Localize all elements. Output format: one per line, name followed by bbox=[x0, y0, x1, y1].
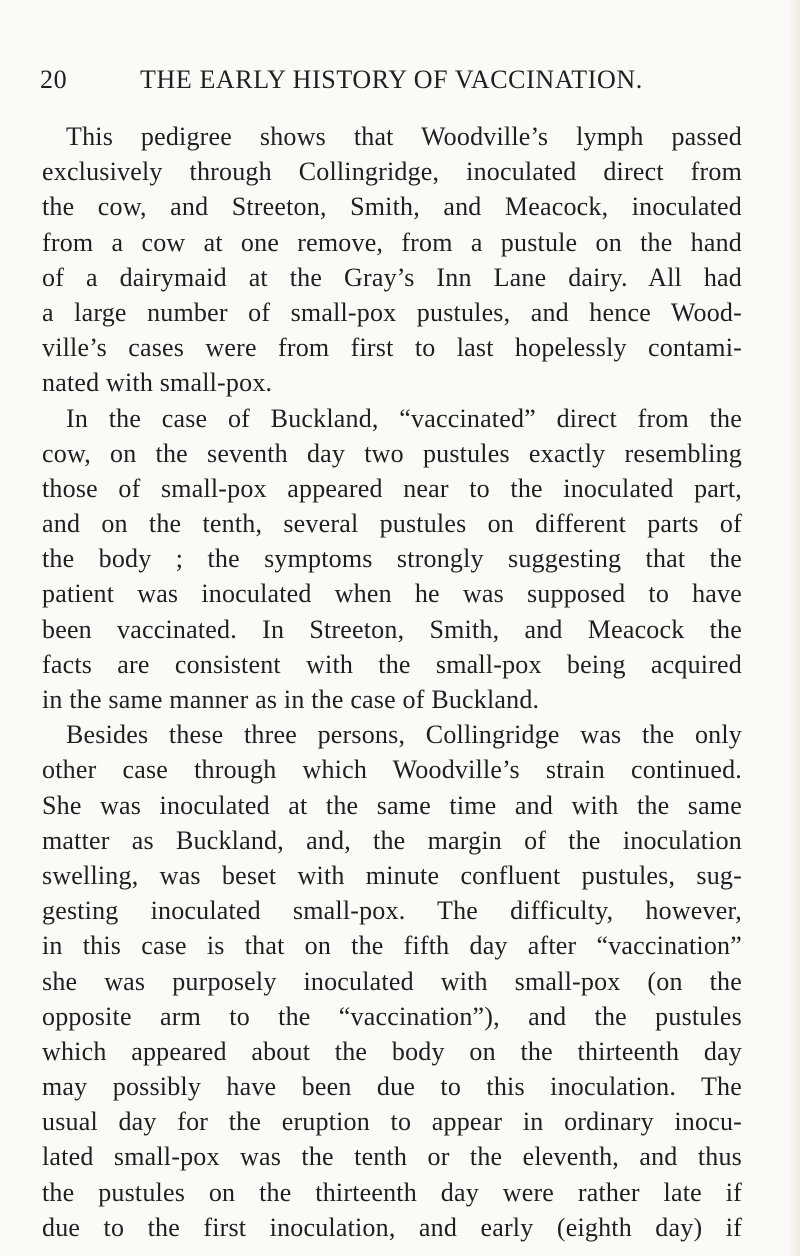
paragraph-collingridge bbox=[42, 717, 742, 1245]
body-text bbox=[42, 119, 742, 1245]
text-line: In the case of Buckland, “vaccinated” direct from the bbox=[66, 403, 742, 433]
page-edge-shadow bbox=[788, 0, 800, 1256]
text-line: patient was inoculated when he was supposed to have bbox=[42, 579, 742, 609]
text-line: of a dairymaid at the Gray’s Inn Lane dairy. All had bbox=[42, 262, 742, 292]
text-line: matter as Buckland, and, the margin of the inoculation bbox=[42, 825, 742, 855]
text-line: and on the tenth, several pustules on different parts of bbox=[42, 509, 742, 539]
text-line: the cow, and Streeton, Smith, and Meacock, inoculated bbox=[42, 192, 742, 222]
text-line: which appeared about the body on the thirteenth day bbox=[42, 1036, 742, 1066]
running-head bbox=[40, 60, 760, 100]
text-line: other case through which Woodville’s strain continued. bbox=[42, 755, 742, 785]
text-line: This pedigree shows that Woodville’s lymph passed bbox=[66, 122, 742, 151]
text-line: exclusively through Collingridge, inoculated direct from bbox=[42, 157, 742, 187]
text-line: ville’s cases were from first to last hopelessly contami- bbox=[42, 333, 742, 363]
text-line: usual day for the eruption to appear in ordinary inocu- bbox=[42, 1107, 742, 1137]
text-line: cow, on the seventh day two pustules exactly resembling bbox=[42, 438, 742, 468]
text-line: in this case is that on the fifth day after “vaccination” bbox=[42, 931, 742, 961]
text-line: those of small-pox appeared near to the inoculated part, bbox=[42, 473, 742, 503]
text-line: she was purposely inoculated with small-pox (on the bbox=[42, 966, 742, 996]
text-line: She was inoculated at the same time and with the same bbox=[42, 790, 742, 820]
text-line: may possibly have been due to this inoculation. The bbox=[42, 1072, 742, 1102]
text-line: due to the first inoculation, and early (eighth day) if bbox=[42, 1212, 742, 1242]
text-line: been vaccinated. In Streeton, Smith, and Meacock the bbox=[42, 614, 742, 644]
text-line: Besides these three persons, Collingridge was the only bbox=[66, 720, 742, 750]
text-line: facts are consistent with the small-pox being acquired bbox=[42, 649, 742, 679]
text-line: in the same manner as in the case of Buckland. bbox=[42, 685, 540, 714]
text-line: nated with small-pox. bbox=[42, 368, 273, 398]
text-line: opposite arm to the “vaccination”), and the pustules bbox=[42, 1001, 742, 1031]
text-line: a large number of small-pox pustules, and hence Wood- bbox=[42, 297, 742, 327]
text-line: the body ; the symptoms strongly suggesting that the bbox=[42, 544, 742, 574]
text-line: gesting inoculated small-pox. The difficulty, however, bbox=[42, 896, 742, 926]
paragraph-pedigree bbox=[42, 119, 742, 401]
running-title: THE EARLY HISTORY OF VACCINATION. bbox=[140, 65, 643, 94]
text-line: swelling, was beset with minute confluent pustules, sug- bbox=[42, 860, 742, 890]
paragraph-buckland bbox=[42, 401, 742, 718]
text-line: lated small-pox was the tenth or the eleventh, and thus bbox=[42, 1142, 742, 1172]
text-line: the pustules on the thirteenth day were rather late if bbox=[42, 1177, 742, 1207]
text-line: from a cow at one remove, from a pustule on the hand bbox=[42, 227, 742, 257]
page-number: 20 bbox=[40, 65, 68, 94]
